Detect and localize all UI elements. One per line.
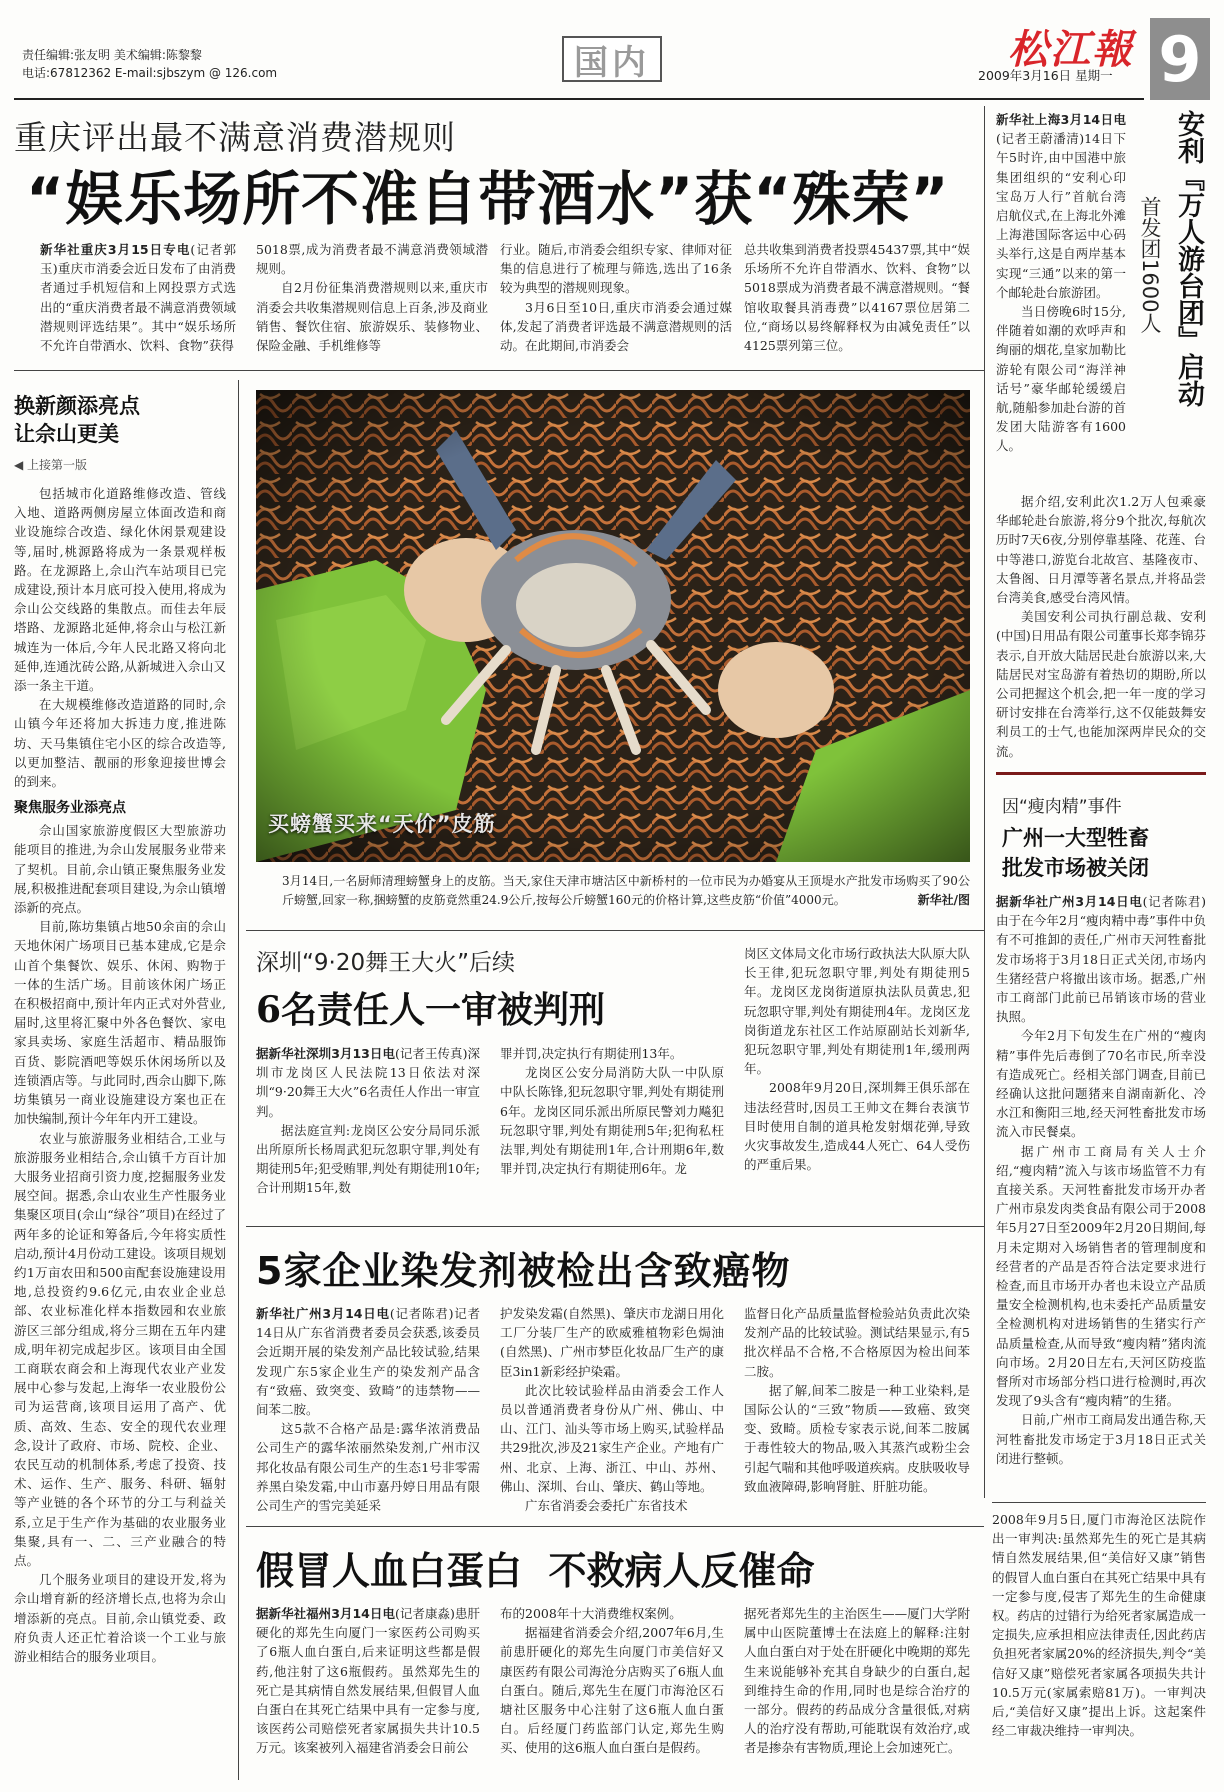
paragraph: 2008年9月5日,厦门市海沧区法院作出一审判决:虽然郑先生的死亡是其病情自然发展结果,但“美信好又康”销售的假冒人血白蛋白在其死亡结果中具有一定参与度,侵害了郑先生的生命健康权。药店的过错行为给死者家属造成一定损失,应承担相应法律责任,因此药店负担死者家属20%的经济损失,判令“美信好又康”赔偿死者家属各项损失共计10.5万元(家属索赔81万)。一审判决后,“美信好又康”提出上诉。这起案件经二审裁决维持一审判决。 (992, 1512, 1206, 1739)
taiwan-body-top (996, 110, 1126, 492)
shenzhen-headline: 6名责任人一审被判刑 (256, 989, 606, 1031)
paragraph: 这5款不合格产品是:露华浓消费品公司生产的露华浓丽然染发剂,广州市汉邦化妆品有限公司生产的生态1号非零需养黑白染发霜,中山市嘉丹婷日用品有限公司生产的雪完美延采 (256, 1421, 480, 1514)
taiwan-subhead (1134, 196, 1166, 416)
paragraph: 龙岗区公安分局消防大队一中队原中队长陈锋,犯玩忽职守罪,判处有期徒刑6年。龙岗区同乐派出所原民警刘力飚犯玩忽职守罪,判处有期徒刑5年;犯徇私枉法罪,判处有期徒刑1年,合计刑期6年,数罪并罚,决定执行有期徒刑6年。龙 (500, 1065, 724, 1177)
dye-col-2 (500, 1304, 724, 1524)
masthead-info (22, 46, 277, 82)
guangzhou-kicker: 因“瘦肉精”事件 (1002, 797, 1122, 817)
taiwan-para-2: 当日傍晚6时15分,伴随着如潮的欢呼声和绚丽的烟花,皇家加勒比游轮有限公司“海洋神话号”豪华邮轮缓缓启航,随船参加赴台游的首发团大陆游客有1600人。 (996, 304, 1126, 454)
rule-below-dye (246, 1526, 984, 1527)
guangzhou-para-4: 日前,广州市工商局发出通告称,天河牲畜批发市场定于3月18日正式关闭进行整顿。 (996, 1412, 1206, 1466)
shenzhen-col-3 (744, 944, 970, 1224)
paragraph: 5018票,成为消费者最不满意消费领域潜规则。 (256, 242, 488, 277)
paragraph: 目前,陈坊集镇占地50余亩的佘山天地休闲广场项目已基本建成,它是佘山首个集餐饮、娱乐、休闲、购物于一体的生活广场。目前该休闲广场正在积极招商中,预计年内正式对外营业,届时,这里将汇聚中外各色餐饮、家电家具卖场、家庭生活超市、精品服饰百货、影院酒吧等娱乐休闲场所以及连锁酒店等。与此同时,西佘山脚下,陈坊集镇另一商业设施建设方案也正在加快编制,预计今年年内开工建设。 (14, 919, 226, 1127)
paragraph: 罪并罚,决定执行有期徒刑13年。 (500, 1046, 683, 1061)
guangzhou-headline-1: 广州一大型牲畜 (1002, 826, 1149, 850)
taiwan-headline (1168, 110, 1208, 440)
dye-col-1-text: 记者14日从广东省消费者委员会获悉,该委员会近期开展的染发剂产品比较试验,结果发现广东5家企业生产的染发剂产品含有“致癌、致突变、致畸”的违禁物——间苯二胺。 (256, 1306, 480, 1418)
rule-taiwan-bottom (996, 772, 1206, 775)
albumin-col-1 (256, 1604, 480, 1786)
taiwan-head-sub: 首发团1600人 (1138, 196, 1162, 334)
paragraph: 此次比较试验样品由消委会工作人员以普通消费者身份从广州、佛山、中山、江门、汕头等市场上购买,试验样品共29批次,涉及21家生产企业。产地有广州、北京、上海、浙江、中山、苏州、佛山、深圳、台山、肇庆、鹤山等地。 (500, 1382, 724, 1494)
taiwan-body-bottom (996, 492, 1206, 768)
lead-col-2 (256, 240, 488, 355)
guangzhou-para-3: 据广州市工商局有关人士介绍,“瘦肉精”流入与该市场监管不力有直接关系。天河牲畜批发市场开办者广州市泉发肉类食品有限公司于2008年5月27日至2009年2月20日期间,每月未定期对入场销售者的管理制度和经营者的产品是否符合法定要求进行检查,而且市场开办者也未设立产品质量安全检测机构,也未委托产品质量安全检测机构对进场销售的生猪实行产品质量检查,从而导致“瘦肉精”猪肉流向市场。2月20日左右,天河区防疫监督所对市场部分档口进行检测时,再次发现了9头含有“瘦肉精”的生猪。 (996, 1143, 1206, 1409)
dye-dateline: 新华社广州3月14日电 (256, 1306, 390, 1321)
albumin-dateline: 据新华社福州3月14日电 (256, 1606, 395, 1621)
paragraph: 布的2008年十大消费维权案例。 (500, 1606, 682, 1621)
paragraph: 据福建省消委会介绍,2007年6月,生前患肝硬化的郑先生向厦门市美信好又康医药有限公司海沧分店购买了6瓶人血白蛋白。随后,郑先生在厦门市海沧区石塘社区服务中心注射了这6瓶人血白蛋白。后经厦门药监部门认定,郑先生购买、使用的这6瓶人血白蛋白是假药。 (500, 1625, 724, 1756)
taiwan-head-main: 安利『万人游台团』启动 (1173, 110, 1204, 407)
paragraph: 监督日化产品质量监督检验站负责此次染发剂产品的比较试验。测试结果显示,有5批次样品不合格,不合格原因为检出间苯二胺。 (744, 1306, 970, 1379)
paragraph: 据法庭宣判:龙岗区公安分局同乐派出所原所长杨周武犯玩忽职守罪,判处有期徒刑5年;犯受贿罪,判处有期徒刑10年;合计刑期15年,数 (256, 1122, 480, 1196)
shenzhen-reporter: (记者王传真) (394, 1046, 468, 1061)
rule-below-caption (246, 930, 984, 931)
newspaper-logo: 松江報 (1008, 26, 1134, 73)
paragraph: 据死者郑先生的主治医生——厦门大学附属中山医院董博士在法庭上的解释:注射人血白蛋白对于处在肝硬化中晚期的郑先生来说能够补充其自身缺少的白蛋白,起到维持生命的作用,同时也是综合治疗的一部分。假药的药品成分含量很低,对病人的治疗没有帮助,可能耽误有效治疗,或者是掺杂有害物质,理论上会加速死亡。 (744, 1606, 970, 1756)
paragraph: 几个服务业项目的建设开发,将为佘山增育新的经济增长点,也将为佘山增添新的亮点。目前,佘山镇党委、政府负责人还正忙着洽谈一个工业与旅游业相结合的服务业项目。 (14, 1572, 226, 1664)
crab-photo (256, 390, 970, 862)
albumin-headline: 假冒人血白蛋白 不救病人反催命 (256, 1548, 815, 1593)
paragraph: 3月6日至10日,重庆市消委会通过媒体,发起了消费者评选最不满意潜规则的活动。在此期间,市消委会 (500, 299, 732, 354)
section-label: 国内 (562, 36, 662, 82)
photo-caption-text: 3月14日,一名厨师清理螃蟹身上的皮筋。当天,家住天津市塘沽区中新桥村的一位市民为办婚宴从王顶堤水产批发市场购买了90公斤螃蟹,回家一称,捆螃蟹的皮筋竟然重24.9公斤,按每公斤螃蟹160元的价格计算,这些皮筋“价值”4000元。 (282, 874, 970, 907)
lead-col-text: 重庆市消委会近日发布了由消费者通过手机短信和上网投票方式选出的“重庆消费者最不满意消费领域潜规则评选结果”。其中“娱乐场所不允许自带酒水、饮料、食物”获得 (40, 261, 236, 354)
taiwan-para-3: 据介绍,安利此次1.2万人包乘豪华邮轮赴台旅游,将分9个批次,每航次历时7天6夜,分别停靠基隆、花莲、台中等港口,游览台北故宫、基隆夜市、太鲁阁、日月潭等著名景点,并将品尝台湾美食,感受台湾风情。 (996, 494, 1206, 606)
lead-col-1 (40, 240, 236, 355)
dye-col-1 (256, 1304, 480, 1524)
left-paras-2 (14, 821, 226, 1666)
left-story-body (14, 484, 226, 1764)
paragraph: 农业与旅游服务业相结合,工业与旅游服务业相结合,佘山镇千方百计加大服务业招商引资力度,挖掘服务业发展空间。据悉,佘山农业生产性服务业集聚区项目(佘山“绿谷”项目)在经过了两年多的论证和筹备后,今年将实质性启动,预计4月份动工建设。该项目规划约1万亩农田和500亩配套设施建设用地,总投资约9.6亿元,由农业企业总部、农业标准化样本指数园和农业旅游区三部分组成,将分三期在五年内建成,明年初完成起步区。该项目由全国工商联农商会和上海现代农业产业发展中心参与发起,上海华一农业股份公司为运营商,该项目运用了高产、优质、高效、生态、安全的现代农业理念,设计了政府、市场、院校、企业、农民互动的机制体系,考虑了投资、技术、运作、生产、服务、科研、辐射等产业链的各个环节的分工与利益关系,立足于生产作为基础的农业服务业集聚,具有一、二、三产业融合的特点。 (14, 1130, 226, 1568)
dye-col-3 (744, 1304, 970, 1524)
rule-guangzhou-bottom (992, 1502, 1206, 1503)
guangzhou-reporter: (记者陈君) (1142, 894, 1206, 909)
paragraph: 自2月份征集消费潜规则以来,重庆市消委会共收集潜规则信息上百条,涉及商业销售、餐饮住宿、旅游娱乐、装修物业、保险金融、手机维修等 (256, 280, 488, 354)
lead-col-3 (500, 240, 732, 355)
crab-photo-illustration (256, 390, 970, 862)
left-headline-2: 让佘山更美 (14, 422, 119, 446)
paragraph: 在大规模维修改造道路的同时,佘山镇今年还将加大拆违力度,推进陈坊、天马集镇住宅小区的综合改造等,以更加整洁、靓丽的形象迎接世博会的到来。 (14, 697, 226, 790)
albumin-reporter: (记者康淼) (394, 1606, 455, 1621)
jump-label: ◀ 上接第一版 (14, 458, 88, 472)
albumin-col-1-text: 患肝硬化的郑先生向厦门一家医药公司购买了6瓶人血白蛋白,后来证明这些都是假药,他注射了这6瓶假药。虽然郑先生的死亡是其病情自然发展结果,但假冒人血白蛋白在其死亡结果中具有一定参与度,该医药公司赔偿死者家属损失共计10.5万元。该案被列入福建省消委会日前公 (256, 1606, 480, 1756)
left-paras-1 (14, 484, 226, 791)
paragraph: 包括城市化道路维修改造、管线入地、道路两侧房屋立体面改造和商业设施综合改造、绿化休闲景观建设等,届时,桃源路将成为一条景观样板路。在龙源路上,佘山汽车站项目已完成建设,预计本月底可投入使用,将成为佘山公交线路的集散点。而佳去年辰塔路、龙源路北延伸,将佘山与松江新城连为一体后,今年人民北路又将向北延伸,连通沈砖公路,从新城进入佘山又添一条主干道。 (14, 486, 226, 694)
shenzhen-kicker: 深圳“9·20舞王大火”后续 (256, 950, 516, 976)
shenzhen-col-2 (500, 1044, 724, 1224)
dye-reporter: (记者陈君) (389, 1306, 454, 1321)
guangzhou-para-1: 由于在今年2月“瘦肉精中毒”事件中负有不可推卸的责任,广州市天河牲畜批发市场将于3月18日正式关闭,市场内生猪经营户将撤出该市场。据悉,广州市工商部门此前已吊销该市场的营业执照。 (996, 913, 1206, 1025)
shenzhen-col-1-text: 深圳市龙岗区人民法院13日依法对深圳“9·20舞王大火”6名责任人作出一审宣判。 (256, 1046, 480, 1119)
photo-overlay-title: 买螃蟹买来“天价”皮筋 (268, 812, 496, 836)
lead-reporter: (记者郭玉) (40, 242, 236, 277)
albumin-col-4 (992, 1510, 1206, 1786)
masthead-rule (14, 98, 1144, 100)
issue-date: 2009年3月16日 星期一 (978, 68, 1113, 83)
dye-headline: 5家企业染发剂被检出含致癌物 (256, 1249, 791, 1293)
guangzhou-headline-2: 批发市场被关闭 (1002, 856, 1149, 880)
paragraph: 据了解,间苯二胺是一种工业染料,是国际公认的“三致”物质——致癌、致突变、致畸。质检专家表示说,间苯二胺属于毒性较大的物品,吸入其蒸汽或粉尘会引起气喘和其他呼吸道疾病。皮肤吸收导致血液障碍,影响肾脏、肝脏功能。 (744, 1382, 970, 1494)
lead-col-4 (744, 240, 970, 355)
left-headline-1: 换新颜添亮点 (14, 394, 140, 418)
paragraph: 2008年9月20日,深圳舞王俱乐部在违法经营时,因员工王帅文在舞台表演节目时使用自制的道具枪发射烟花弹,导致火灾事故发生,造成44人死亡、64人受伤的严重后果。 (744, 1080, 970, 1173)
rule-lead-bottom (14, 370, 984, 371)
left-subhead: 聚焦服务业添亮点 (14, 800, 126, 817)
lead-dateline: 新华社重庆3月15日专电 (40, 242, 191, 257)
editors-line: 责任编辑:张友明 美术编辑:陈黎黎 (22, 48, 202, 62)
paragraph: 岗区文体局文化市场行政执法大队原大队长王律,犯玩忽职守罪,判处有期徒刑5年。龙岗区龙岗街道原执法队员黄忠,犯玩忽职守罪,判处有期徒刑4年。龙岗区龙岗街道龙东社区工作站原副站长刘新华,犯玩忽职守罪,判处有期徒刑1年,缓刑两年。 (744, 946, 970, 1077)
paragraph: 总共收集到消费者投票45437票,其中“娱乐场所不允许自带酒水、饮料、食物”以5018票成为消费者最不满意潜规则。“餐馆收取餐具消毒费”以4167票位居第二位,“商场以易终解释权为由减免责任”以4125票列第三位。 (744, 242, 970, 354)
paragraph: 护发染发霜(自然黑)、肇庆市龙湖日用化工厂分装厂生产的欧威雅植物彩色焗油(自然黑)、广州市梦臣化妆品厂生产的康臣3in1新彩经护染霜。 (500, 1306, 724, 1379)
contact-line: 电话:67812362 E-mail:sjbszym @ 126.com (22, 66, 278, 80)
photo-credit: 新华社/图 (917, 893, 970, 907)
lead-kicker: 重庆评出最不满意消费潜规则 (14, 118, 456, 157)
paragraph: 行业。随后,市消委会组织专家、律师对征集的信息进行了梳理与筛选,选出了16条较为典型的潜规则现象。 (500, 242, 732, 296)
page-number: 9 (1150, 18, 1210, 100)
guangzhou-body (996, 892, 1206, 1498)
paragraph: 佘山国家旅游度假区大型旅游功能项目的推进,为佘山发展服务业带来了契机。目前,佘山镇正聚焦服务业发展,积极推进配套项目建设,为佘山镇增添新的亮点。 (14, 823, 226, 916)
shenzhen-dateline: 据新华社深圳3月13日电 (256, 1046, 395, 1061)
guangzhou-para-2: 今年2月下旬发生在广州的“瘦肉精”事件先后毒倒了70名市民,所幸没有造成死亡。经相关部门调查,目前已经确认这批问题猪来自湖南新化、冷水江和衡阳三地,经天河牲畜批发市场流入市民餐桌。 (996, 1028, 1206, 1140)
shenzhen-col-1 (256, 1044, 480, 1224)
taiwan-para-1: 14日下午5时许,由中国港中旅集团组织的“安利心印宝岛万人行”首航台湾启航仪式,在上海北外滩上海港国际客运中心码头举行,这是自两岸基本实现“三通”以来的第一个邮轮赴台旅游团。 (996, 131, 1126, 300)
albumin-col-3 (744, 1604, 970, 1786)
albumin-col-2 (500, 1604, 724, 1786)
rule-right-column (984, 106, 985, 1498)
paragraph: 广东省消委会委托广东省技术 (525, 1498, 688, 1514)
photo-caption (282, 872, 970, 910)
taiwan-dateline: 新华社上海3月14日电 (996, 112, 1126, 127)
taiwan-para-4: 美国安利公司执行副总裁、安利(中国)日用品有限公司董事长郑李锦芬表示,自开放大陆居民赴台旅游以来,大陆居民对宝岛游有着热切的期盼,所以公司把握这个机会,把一年一度的学习研讨安排在台湾举行,这不仅能鼓舞安利员工的士气,也能加深两岸民众的交流。 (996, 609, 1206, 759)
guangzhou-dateline: 据新华社广州3月14日电 (996, 894, 1143, 909)
taiwan-reporter: (记者王蔚潘清) (996, 131, 1085, 147)
rule-below-shenzhen (246, 1226, 984, 1227)
rule-left-column (238, 380, 239, 1780)
lead-headline: “娱乐场所不准自带酒水”获“殊荣” (26, 165, 950, 233)
